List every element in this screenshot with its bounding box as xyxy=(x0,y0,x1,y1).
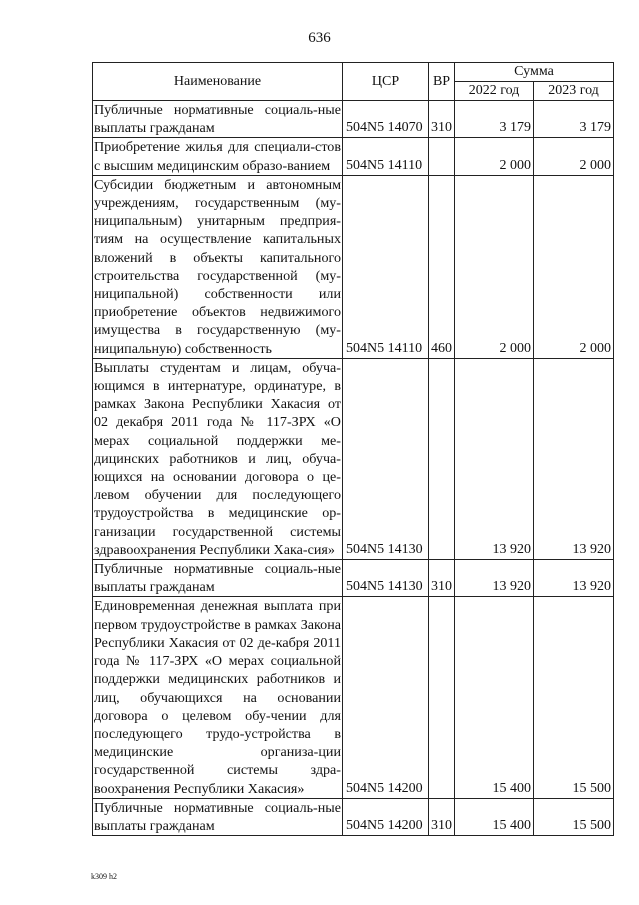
row-sum-2022: 2 000 xyxy=(455,138,534,175)
table-row xyxy=(93,798,614,835)
row-vr xyxy=(429,138,455,175)
row-sum-2023: 2 000 xyxy=(534,138,614,175)
table-row xyxy=(93,560,614,597)
header-name: Наименование xyxy=(93,63,343,101)
row-sum-2023: 15 500 xyxy=(534,597,614,798)
row-sum-2022: 13 920 xyxy=(455,560,534,597)
row-csr: 504N5 14110 xyxy=(343,138,429,175)
row-vr: 310 xyxy=(429,101,455,138)
row-sum-2023: 15 500 xyxy=(534,798,614,835)
row-name: Публичные нормативные социаль-ные выплаты гражданам xyxy=(94,102,341,137)
page-number: 636 xyxy=(308,30,331,46)
row-csr: 504N5 14110 xyxy=(343,175,429,358)
row-csr: 504N5 14200 xyxy=(343,798,429,835)
table-row xyxy=(93,138,614,175)
row-csr: 504N5 14130 xyxy=(343,358,429,559)
row-sum-2023: 13 920 xyxy=(534,358,614,559)
header-vr: ВР xyxy=(429,63,455,101)
header-year-2022: 2022 год xyxy=(455,82,534,101)
budget-table xyxy=(92,62,614,836)
row-vr xyxy=(429,597,455,798)
row-vr: 310 xyxy=(429,798,455,835)
row-sum-2022: 15 400 xyxy=(455,798,534,835)
row-csr: 504N5 14130 xyxy=(343,560,429,597)
row-name: Выплаты студентам и лицам, обуча-ющимся в интернатуре, ординатуре, в рамках Закона Республики Хакасия от 02 декабря 2011 года № 117-ЗРХ «О мерах социальной поддержки ме-дицинских работников и лиц, обуча-ющихся на основании договора о це-левом обучении для последующего трудоустройства в медицинские ор-ганизации государственной системы здравоохранения Республики Хака-сия» xyxy=(94,359,341,558)
row-sum-2022: 3 179 xyxy=(455,101,534,138)
row-vr: 310 xyxy=(429,560,455,597)
row-vr: 460 xyxy=(429,175,455,358)
row-name: Приобретение жилья для специали-стов с высшим медицинским образо-ванием xyxy=(94,139,341,174)
header-year-2023: 2023 год xyxy=(534,82,614,101)
row-sum-2022: 13 920 xyxy=(455,358,534,559)
row-vr xyxy=(429,358,455,559)
header-sum: Сумма xyxy=(455,63,614,82)
row-name: Субсидии бюджетным и автономным учреждениям, государственным (му-ниципальным) унитарным предприя-тиям на осуществление капитальных вложений в объекты капитального строительства государственной (му-ниципальной) собственности или приобретение объектов недвижимого имущества в государственную (му-ниципальную) собственность xyxy=(94,176,341,357)
row-sum-2022: 15 400 xyxy=(455,597,534,798)
table-row xyxy=(93,597,614,798)
row-name: Публичные нормативные социаль-ные выплаты гражданам xyxy=(94,799,341,834)
footer-code: k309 h2 xyxy=(91,872,117,881)
row-sum-2023: 2 000 xyxy=(534,175,614,358)
row-name: Публичные нормативные социаль-ные выплаты гражданам xyxy=(94,561,341,596)
table-row xyxy=(93,101,614,138)
table-row xyxy=(93,358,614,559)
row-csr: 504N5 14200 xyxy=(343,597,429,798)
row-sum-2022: 2 000 xyxy=(455,175,534,358)
table-row xyxy=(93,175,614,358)
row-csr: 504N5 14070 xyxy=(343,101,429,138)
row-sum-2023: 13 920 xyxy=(534,560,614,597)
row-sum-2023: 3 179 xyxy=(534,101,614,138)
header-csr: ЦСР xyxy=(343,63,429,101)
row-name: Единовременная денежная выплата при первом трудоустройстве в рамках Закона Республики Хакасия от 02 де-кабря 2011 года № 117-ЗРХ «О мерах социальной поддержки медицинских работников и лиц, обучающихся на основании договора о целевом обу-чении для последующего трудо-устройства в медицинские организа-ции государственной системы здра-воохранения Республики Хакасия» xyxy=(94,598,341,797)
